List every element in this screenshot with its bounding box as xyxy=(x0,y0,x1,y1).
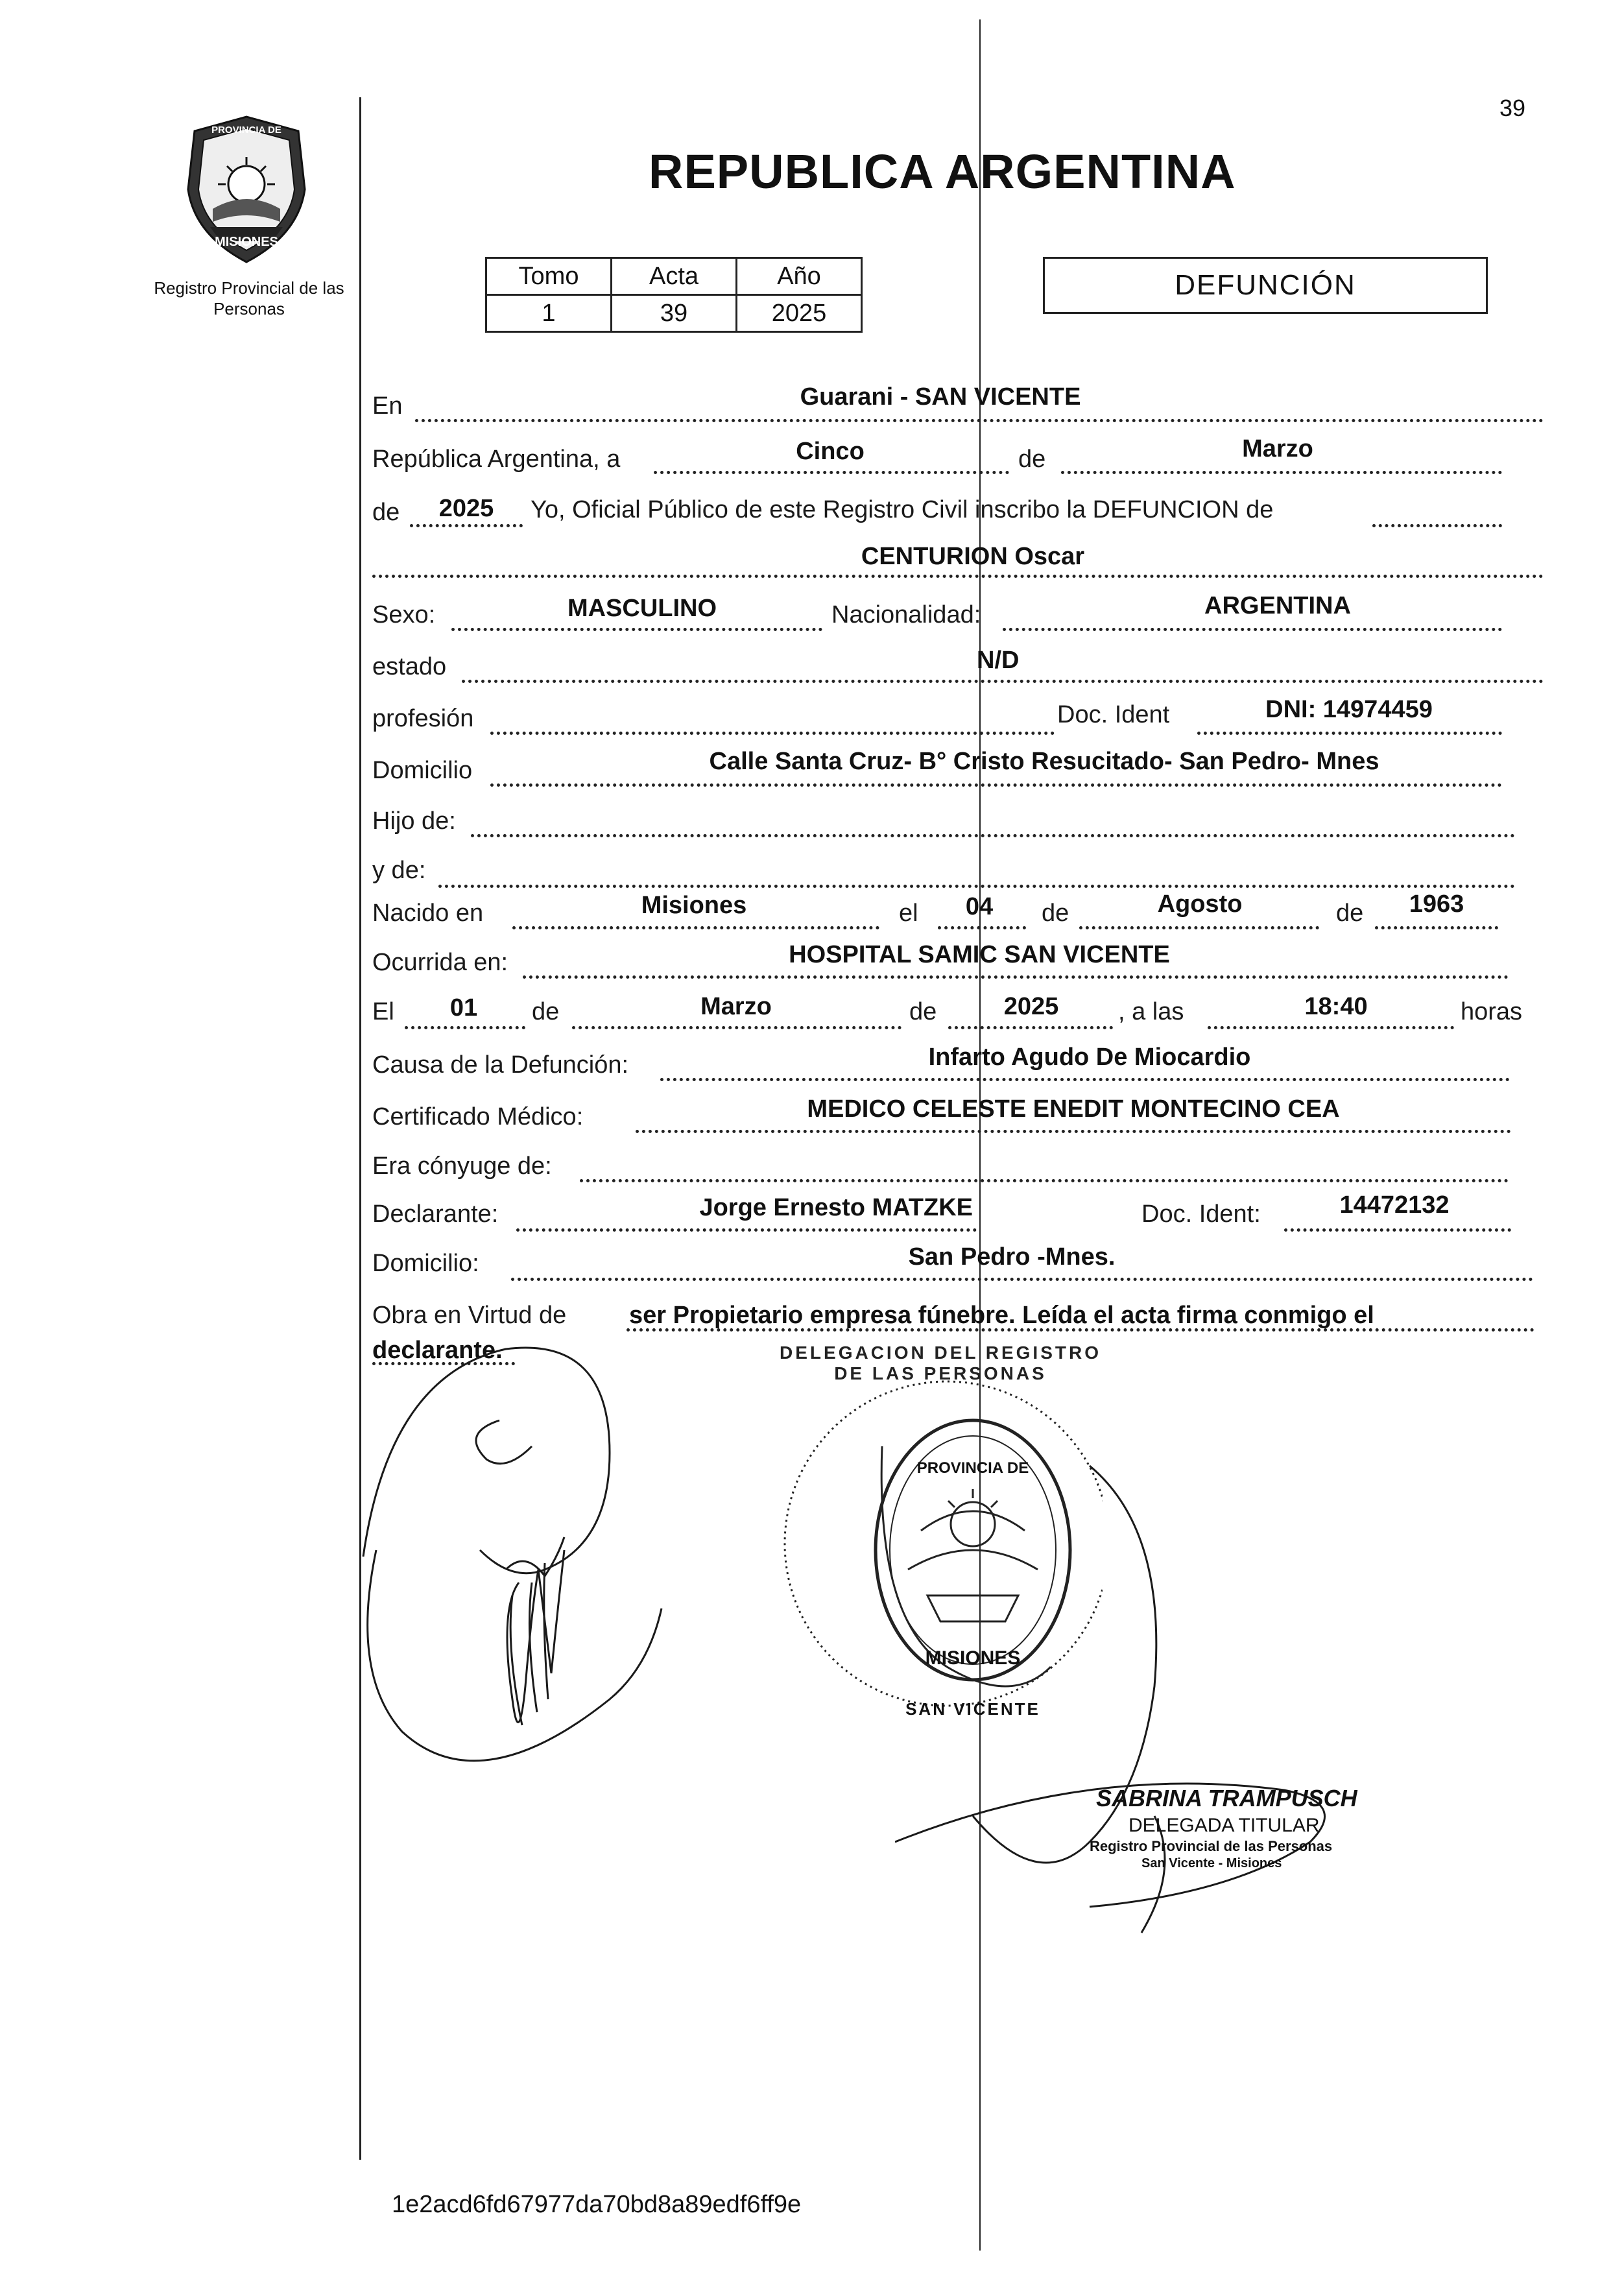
label-causa: Causa de la Defunción: xyxy=(372,1051,629,1079)
label-y-de: y de: xyxy=(372,857,426,884)
obra-text: ser Propietario empresa fúnebre. Leída el acta firma conmigo el xyxy=(629,1302,1374,1329)
label-conyuge: Era cónyuge de: xyxy=(372,1153,552,1180)
label-de-2: de xyxy=(372,499,400,526)
label-de-4: de xyxy=(1336,900,1364,927)
declarant-signature xyxy=(350,1336,713,1790)
line-sexo xyxy=(451,628,822,631)
label-nacido-en: Nacido en xyxy=(372,900,484,927)
registry-value-acta: 39 xyxy=(612,295,737,332)
label-de-6: de xyxy=(909,998,937,1025)
label-certificado: Certificado Médico: xyxy=(372,1103,584,1130)
line-nacionalidad xyxy=(1003,628,1502,631)
field-certificado: MEDICO CELESTE ENEDIT MONTECINO CEA xyxy=(807,1095,1340,1123)
line-declarante-doc xyxy=(1284,1228,1511,1232)
org-label: Registro Provincial de las Personas xyxy=(154,278,344,318)
field-anio: 2025 xyxy=(438,495,494,522)
official-signature xyxy=(895,1453,1349,1946)
line-dni xyxy=(1197,732,1502,735)
field-nacido-anio: 1963 xyxy=(1409,890,1464,918)
document-hash: 1e2acd6fd67977da70bd8a89edf6ff9e xyxy=(392,2191,802,2218)
label-republica-a: República Argentina, a xyxy=(372,446,621,473)
line-muerte-hora xyxy=(1208,1026,1454,1029)
stamp-name: SABRINA TRAMPUSCH xyxy=(1096,1785,1357,1811)
line-estado xyxy=(462,680,1544,683)
line-nacido-dia xyxy=(938,926,1026,929)
left-margin-line xyxy=(359,97,361,2160)
label-declarante: Declarante: xyxy=(372,1201,499,1228)
registry-table xyxy=(485,257,863,333)
line-hijo-de xyxy=(471,834,1515,837)
line-y-de xyxy=(438,885,1515,888)
field-nombre: CENTURION Oscar xyxy=(861,543,1085,570)
label-doc-ident-declarante: Doc. Ident: xyxy=(1141,1201,1261,1228)
line-certificado xyxy=(636,1130,1511,1133)
field-ocurrida-en: HOSPITAL SAMIC SAN VICENTE xyxy=(789,941,1170,968)
line-nombre xyxy=(372,575,1544,578)
label-estado: estado xyxy=(372,653,447,680)
label-de-1: de xyxy=(1018,446,1046,473)
field-nacido-mes: Agosto xyxy=(1157,890,1243,918)
line-muerte-mes xyxy=(572,1026,902,1029)
logo-text-bottom: MISIONES xyxy=(215,235,278,249)
line-declarante xyxy=(516,1228,977,1232)
label-de-3: de xyxy=(1042,900,1069,927)
line-muerte-dia xyxy=(405,1026,525,1029)
label-el: el xyxy=(899,900,918,927)
field-nacido-dia: 04 xyxy=(965,893,994,920)
field-nacido-lugar: Misiones xyxy=(641,892,747,919)
line-lugar xyxy=(415,419,1544,422)
label-nacionalidad: Nacionalidad: xyxy=(831,601,981,628)
label-profesion: profesión xyxy=(372,705,474,732)
line-declarante-domicilio xyxy=(511,1278,1533,1281)
line-nacido-anio xyxy=(1375,926,1498,929)
label-horas: horas xyxy=(1461,998,1523,1025)
field-muerte-anio: 2025 xyxy=(1003,993,1059,1020)
label-domicilio: Domicilio xyxy=(372,757,473,784)
label-el-cap: El xyxy=(372,998,394,1025)
page-title: REPUBLICA ARGENTINA xyxy=(649,145,1236,198)
label-sexo: Sexo: xyxy=(372,601,436,628)
stamp-place: San Vicente - Misiones xyxy=(1141,1856,1282,1870)
line-muerte-anio xyxy=(948,1026,1113,1029)
line-dia xyxy=(654,471,1009,474)
field-estado: N/D xyxy=(977,647,1020,674)
field-declarante-domicilio: San Pedro -Mnes. xyxy=(908,1243,1116,1271)
line-anio xyxy=(410,524,523,527)
field-lugar: Guarani - SAN VICENTE xyxy=(800,383,1081,411)
field-declarante-doc: 14472132 xyxy=(1339,1191,1450,1219)
label-domicilio-declarante: Domicilio: xyxy=(372,1250,479,1277)
page-number: 39 xyxy=(1499,95,1526,121)
registry-value-anio: 2025 xyxy=(737,295,862,332)
field-muerte-dia: 01 xyxy=(449,994,478,1022)
field-dia-palabras: Cinco xyxy=(796,438,865,465)
stamp-role: DELEGADA TITULAR xyxy=(1128,1815,1320,1836)
field-muerte-mes: Marzo xyxy=(700,993,772,1020)
line-mes xyxy=(1061,471,1502,474)
logo-text-top: PROVINCIA DE xyxy=(211,125,281,136)
field-dni: DNI: 14974459 xyxy=(1265,696,1433,723)
seal-inner-bottom: MISIONES xyxy=(925,1647,1021,1669)
field-domicilio: Calle Santa Cruz- B° Cristo Resucitado- San Pedro- Mnes xyxy=(709,748,1379,775)
seal-outer-text: DELEGACION DEL REGISTRO DE LAS PERSONAS xyxy=(780,1343,1101,1383)
label-en: En xyxy=(372,392,403,420)
label-obra-en-virtud: Obra en Virtud de xyxy=(372,1302,567,1329)
registry-header-anio: Año xyxy=(737,258,862,295)
registry-value-tomo: 1 xyxy=(486,295,612,332)
field-nacionalidad: ARGENTINA xyxy=(1204,592,1351,619)
line-tail-3 xyxy=(1372,524,1502,527)
label-ocurrida-en: Ocurrida en: xyxy=(372,949,508,976)
document-type-box: DEFUNCIÓN xyxy=(1043,257,1488,314)
label-de-5: de xyxy=(532,998,560,1025)
label-yo-oficial: Yo, Oficial Público de este Registro Civil inscribo la DEFUNCION de xyxy=(531,496,1274,523)
field-declarante: Jorge Ernesto MATZKE xyxy=(699,1194,973,1221)
line-obra xyxy=(627,1328,1534,1332)
line-causa xyxy=(660,1078,1510,1081)
seal-inner-top: PROVINCIA DE xyxy=(916,1459,1029,1477)
field-causa: Infarto Agudo De Miocardio xyxy=(928,1044,1251,1071)
field-mes: Marzo xyxy=(1242,435,1313,462)
obra-text-cont: declarante. xyxy=(372,1337,503,1364)
registry-header-row xyxy=(486,258,862,295)
line-profesion xyxy=(490,732,1055,735)
field-sexo: MASCULINO xyxy=(567,595,717,622)
label-a-las: , a las xyxy=(1118,998,1184,1025)
field-muerte-hora: 18:40 xyxy=(1304,993,1368,1020)
registry-value-row xyxy=(486,295,862,332)
seal-location: SAN VICENTE xyxy=(905,1699,1040,1719)
label-hijo-de: Hijo de: xyxy=(372,807,456,835)
label-doc-ident: Doc. Ident xyxy=(1057,701,1170,728)
line-nacido-lugar xyxy=(512,926,879,929)
line-ocurrida-en xyxy=(523,975,1509,979)
stamp-org: Registro Provincial de las Personas xyxy=(1090,1838,1333,1854)
line-nacido-mes xyxy=(1079,926,1319,929)
registry-header-acta: Acta xyxy=(612,258,737,295)
line-conyuge xyxy=(580,1179,1509,1182)
line-domicilio xyxy=(490,783,1502,787)
registry-header-tomo: Tomo xyxy=(486,258,612,295)
